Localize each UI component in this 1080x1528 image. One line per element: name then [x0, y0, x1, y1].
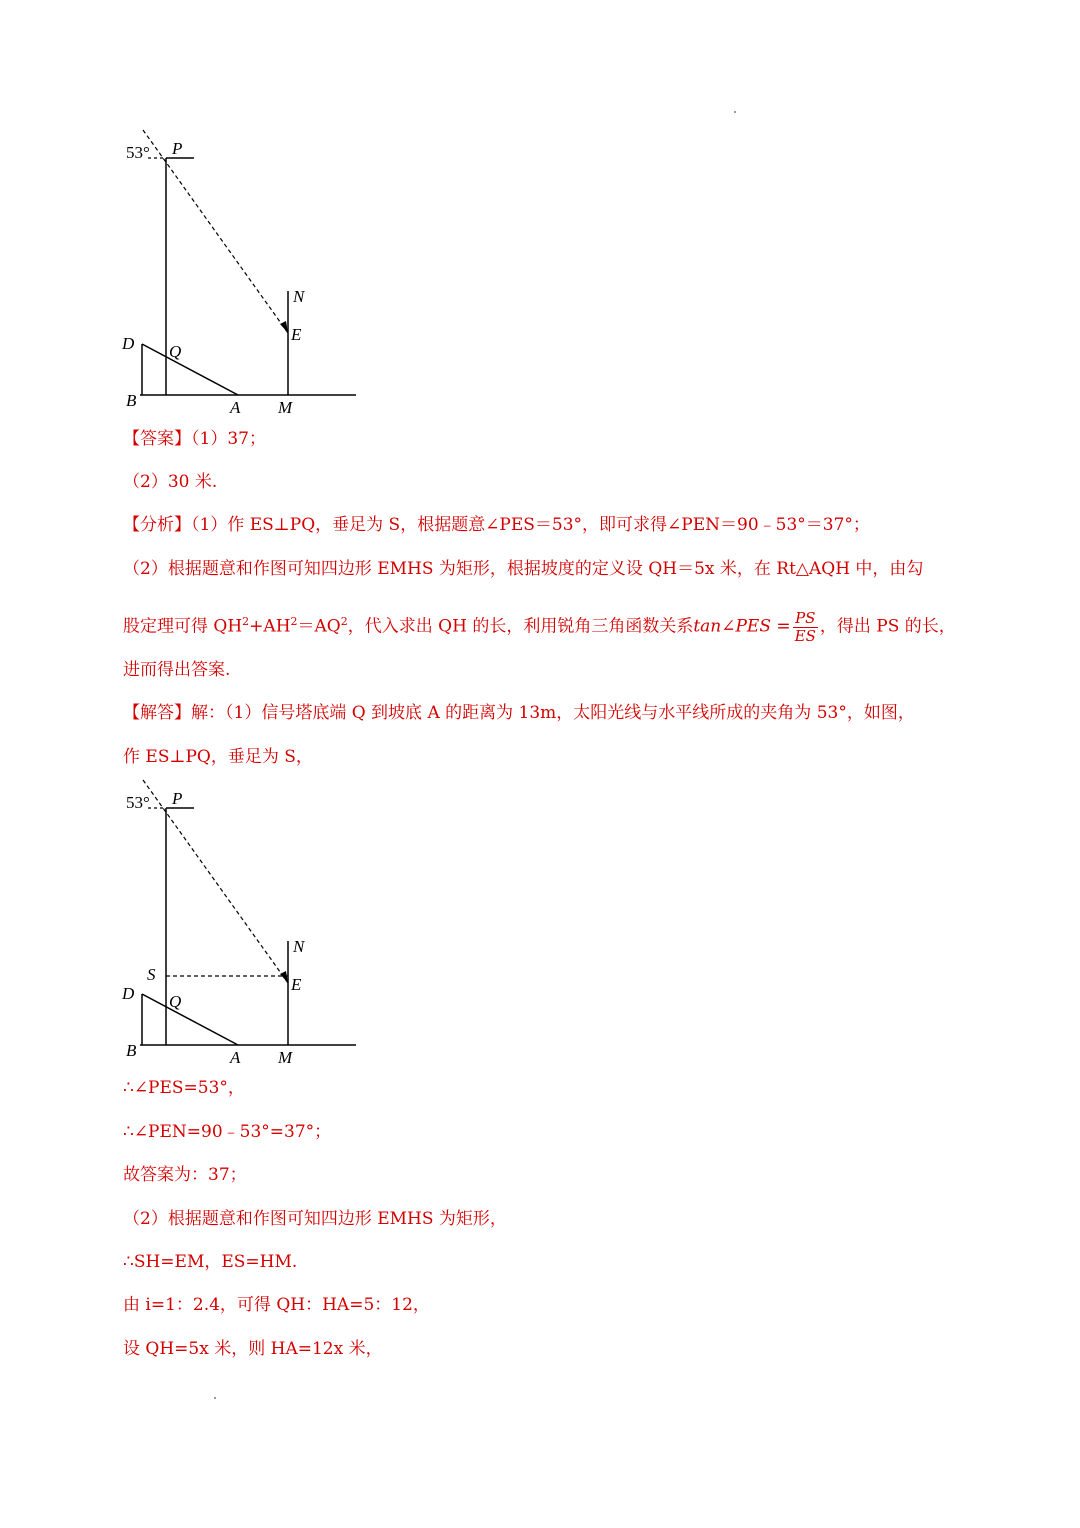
- slope-line: [142, 344, 238, 395]
- text-aq: ＝AQ: [297, 616, 341, 637]
- solution-step-3: 故答案为：37；: [123, 1165, 247, 1185]
- label-n: N: [293, 287, 305, 306]
- solution-step-5: ∴SH=EM，ES=HM.: [123, 1252, 298, 1272]
- analysis-line-3: [123, 602, 956, 647]
- label-a: A: [230, 1048, 241, 1067]
- label-e: E: [291, 975, 302, 994]
- label-m: M: [278, 398, 293, 417]
- label-b: B: [126, 1041, 137, 1060]
- answer-line-2: （2）30 米.: [123, 472, 218, 492]
- label-d: D: [122, 984, 135, 1003]
- answer-line-1: [123, 428, 266, 450]
- angle-label: 53°: [126, 793, 150, 812]
- text-mid: ，代入求出 QH 的长，利用锐角三角函数关系: [347, 616, 694, 637]
- solution-text-1: 解：（1）信号塔底端 Q 到坡底 A 的距离为 13m，太阳光线与水平线所成的夹角为 53°，如图，: [191, 703, 915, 723]
- label-p: P: [172, 139, 183, 158]
- solution-step-1: ∴∠PES=53°，: [123, 1078, 245, 1098]
- solution-step-7: 设 QH=5x 米，则 HA=12x 米，: [123, 1339, 383, 1359]
- label-q: Q: [169, 992, 182, 1011]
- solution-step-4: （2）根据题意和作图可知四边形 EMHS 为矩形，: [123, 1209, 507, 1229]
- sup-2: 2: [290, 615, 298, 628]
- text-qh: 股定理可得 QH: [123, 616, 243, 637]
- analysis-line-2: （2）根据题意和作图可知四边形 EMHS 为矩形，根据坡度的定义设 QH＝5x 米，在 Rt△AQH 中，由勾: [123, 559, 924, 579]
- frac-denominator: ES: [794, 626, 816, 645]
- label-q: Q: [169, 342, 182, 361]
- analysis-line-4: 进而得出答案.: [123, 660, 231, 680]
- text-end: ，得出 PS 的长，: [819, 616, 956, 637]
- scan-dot: [734, 111, 736, 113]
- fraction-ps-es: [793, 610, 818, 645]
- label-p: P: [172, 789, 183, 808]
- answer-part1: （1）37；: [191, 429, 266, 449]
- label-a: A: [230, 398, 241, 417]
- analysis-text-1: （1）作 ES⊥PQ，垂足为 S，根据题意∠PES＝53°，即可求得∠PEN＝90﹣53°＝37°；: [191, 515, 870, 535]
- geometry-diagram-2: [118, 778, 368, 1067]
- arrow-head: [280, 321, 288, 333]
- frac-numerator: PS: [793, 610, 818, 628]
- sun-ray-line: [143, 130, 288, 333]
- label-e: E: [291, 325, 302, 344]
- solution-step-2: ∴∠PEN=90﹣53°=37°；: [123, 1122, 332, 1142]
- arrow-head: [280, 971, 288, 983]
- sup-3: 2: [340, 615, 348, 628]
- scan-dot: [214, 1397, 216, 1399]
- label-b: B: [126, 391, 137, 410]
- answer-tag: 【答案】: [123, 429, 191, 449]
- figure-2: [118, 778, 368, 1067]
- sup-1: 2: [242, 615, 250, 628]
- solution-step-6: 由 i=1：2.4，可得 QH：HA=5：12，: [123, 1295, 430, 1315]
- label-m: M: [278, 1048, 293, 1067]
- sun-ray-line: [143, 780, 288, 983]
- solution-line-2: 作 ES⊥PQ，垂足为 S，: [123, 747, 313, 767]
- figure-1: [118, 128, 368, 417]
- label-s: S: [147, 965, 156, 984]
- solution-line-1: [123, 702, 915, 724]
- analysis-line-1: [123, 514, 870, 536]
- label-d: D: [122, 334, 135, 353]
- geometry-diagram-1: [118, 128, 368, 417]
- angle-label: 53°: [126, 143, 150, 162]
- analysis-tag: 【分析】: [123, 515, 191, 535]
- text-ah: +AH: [249, 616, 291, 637]
- slope-line: [142, 994, 238, 1045]
- label-n: N: [293, 937, 305, 956]
- text-tan: tan∠PES =: [693, 616, 791, 637]
- solution-tag: 【解答】: [123, 703, 191, 723]
